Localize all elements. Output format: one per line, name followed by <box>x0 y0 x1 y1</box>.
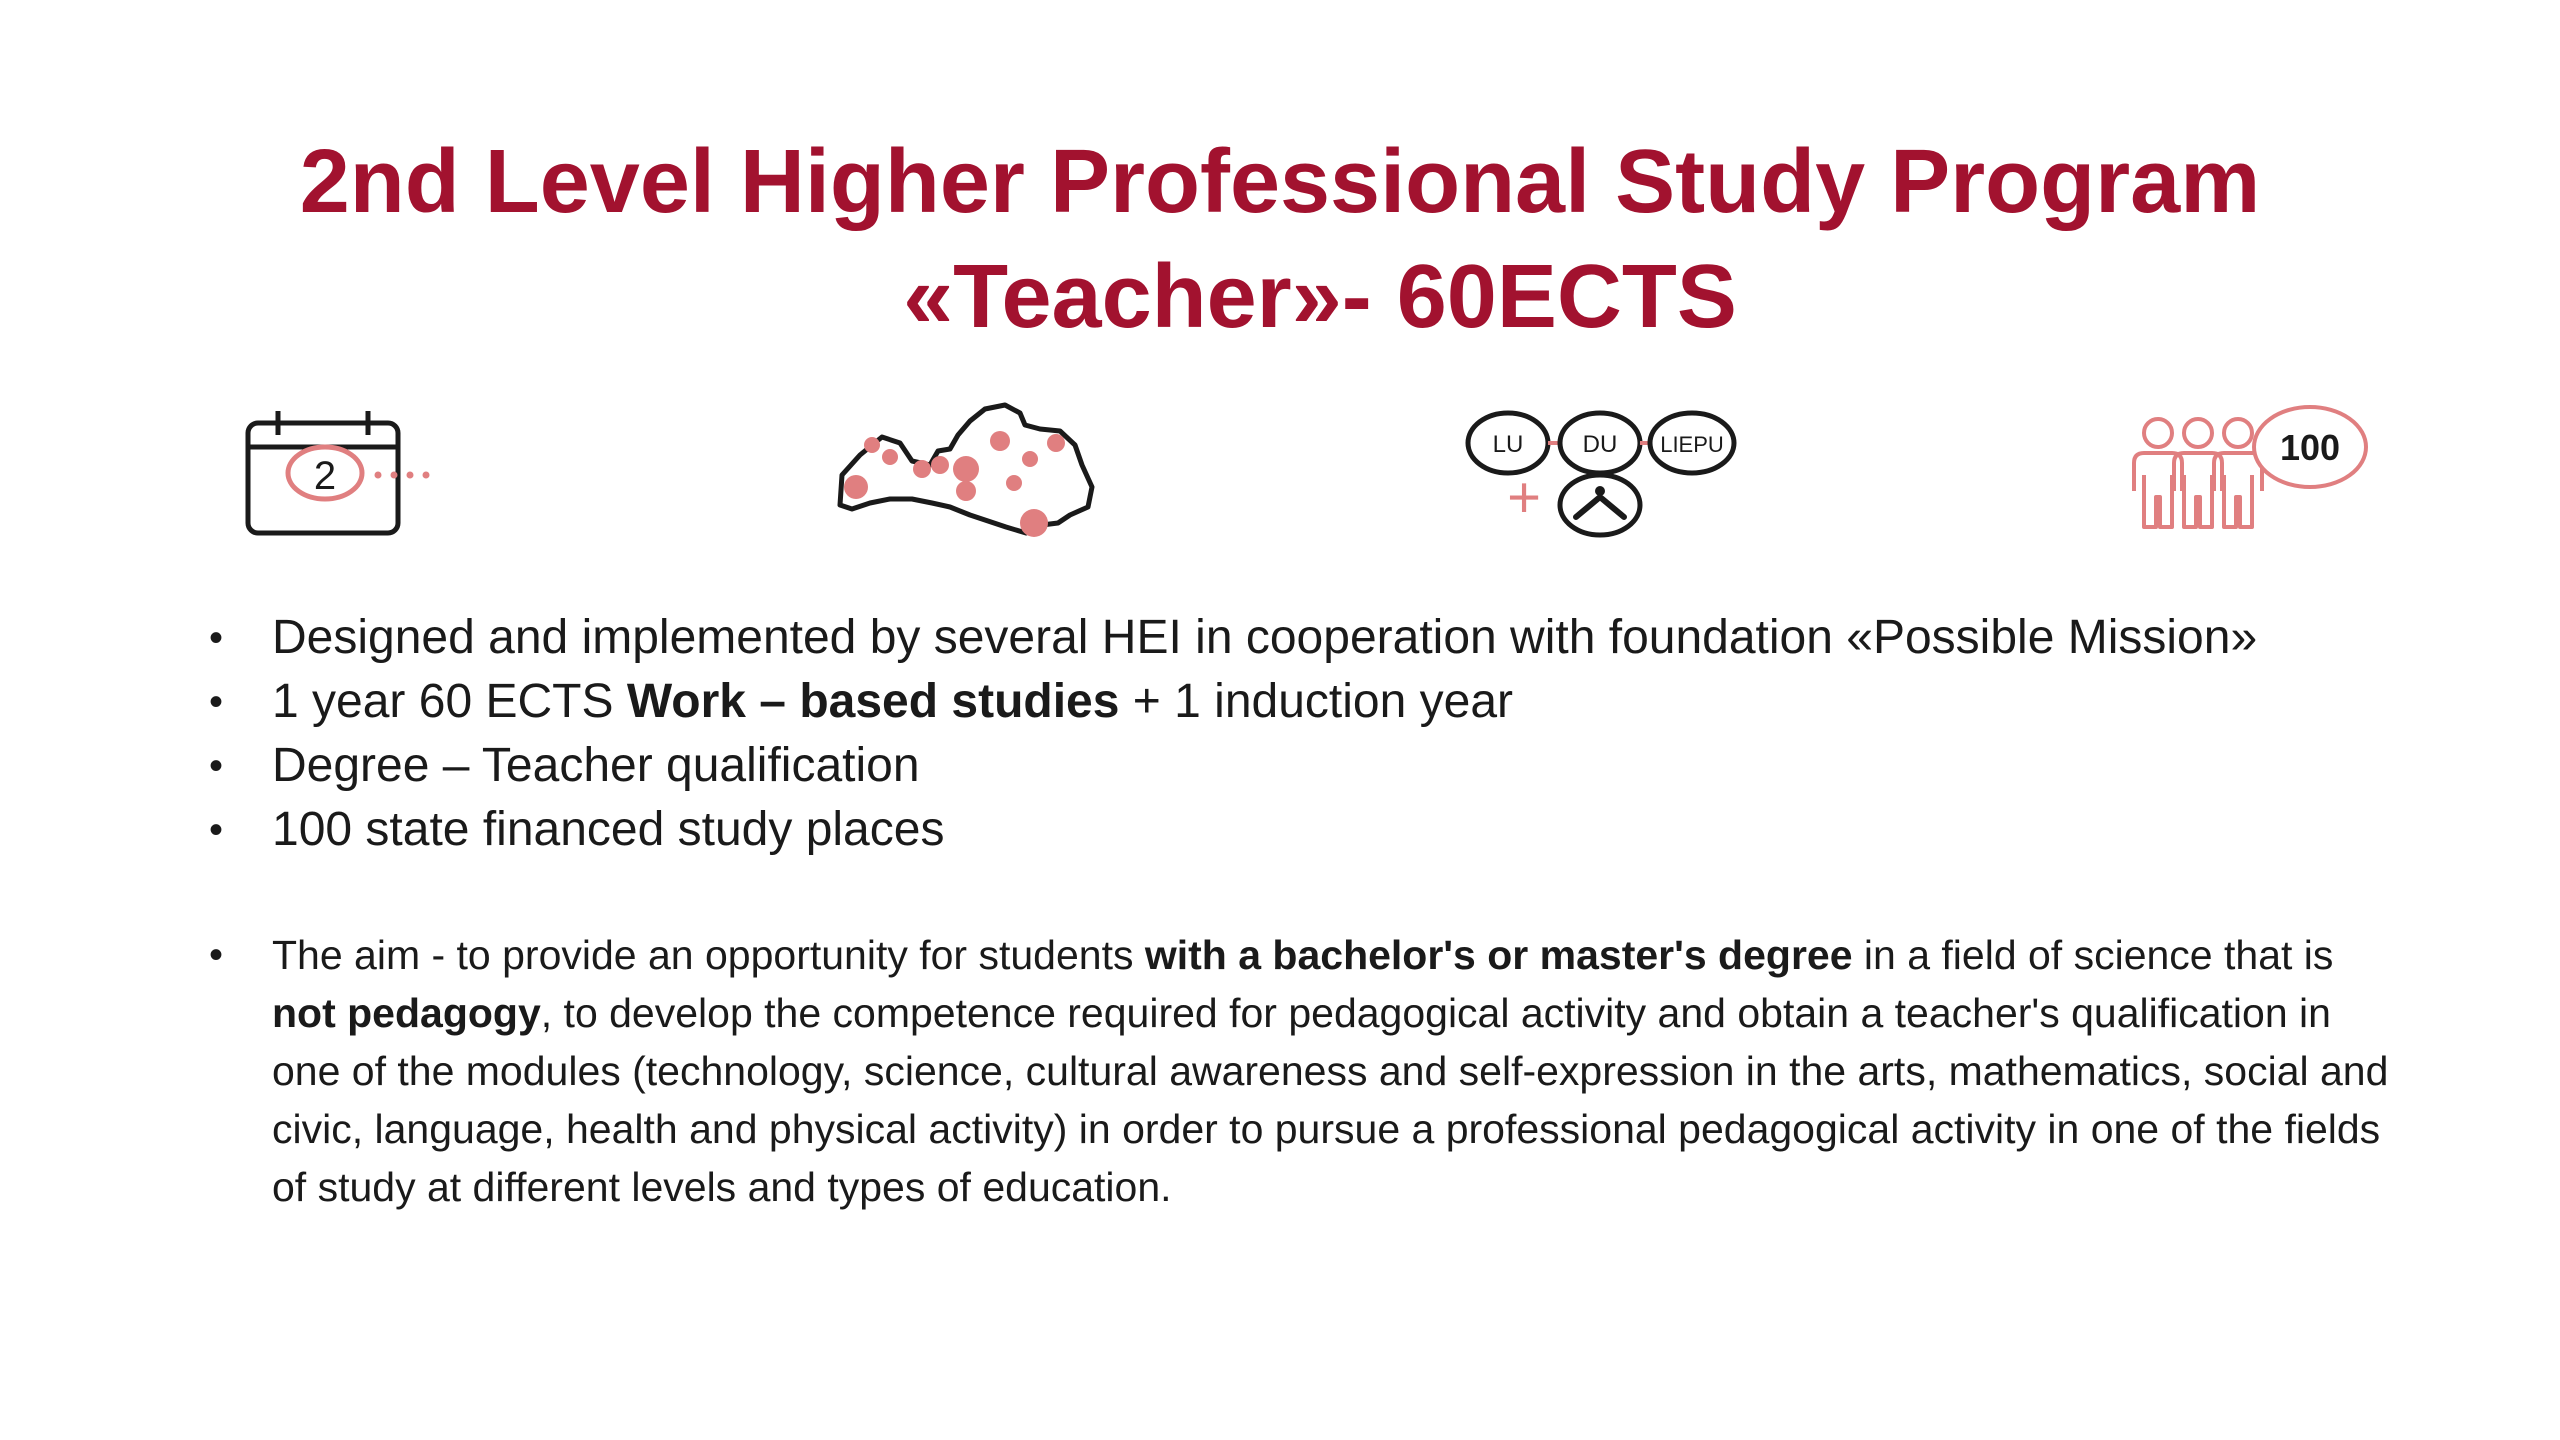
bullet-text: + 1 induction year <box>1119 675 1514 728</box>
aim-text: , to develop the competence required for pedagogical activity and obtain a teacher's qualification in one of the modules (technology, science, cultural awareness and self-expression in the arts, mathematics, social and civic, language, health and physical activity) in order to pursue a professional pedagogical activity in one of the fields of study at different levels and types of education. <box>272 990 2389 1210</box>
title-line-2: «Teacher»- 60ECTS <box>903 247 1737 347</box>
aim-paragraph <box>205 926 2405 1216</box>
bullet-marker: • <box>209 808 224 852</box>
bullet-marker: • <box>209 680 224 724</box>
people-100-icon <box>2120 405 2380 545</box>
bullet-marker: • <box>209 933 224 977</box>
aim-text: The aim - to provide an opportunity for students <box>272 932 1145 978</box>
list-item <box>205 734 2405 798</box>
bullet-marker: • <box>209 744 224 788</box>
uni-label-lu: LU <box>1492 431 1524 458</box>
calendar-number: 2 <box>313 454 337 498</box>
bullet-bold-text: Work – based studies <box>626 675 1120 728</box>
list-item <box>205 670 2405 734</box>
slide-title <box>0 125 2560 355</box>
calendar-icon <box>240 405 460 545</box>
bullet-text: 100 state financed study places <box>272 803 945 856</box>
list-item <box>205 926 2405 1216</box>
bullet-text: 1 year 60 ECTS <box>272 675 627 728</box>
plus-sign: + <box>1507 465 1541 530</box>
list-item <box>205 798 2405 862</box>
bullet-text: Designed and implemented by several HEI in cooperation with foundation «Possible Mission» <box>272 611 2258 664</box>
universities-icon <box>1460 405 1760 545</box>
latvia-map-icon <box>820 395 1120 545</box>
uni-label-liepu: LIEPU <box>1660 432 1724 457</box>
bullet-text: Degree – Teacher qualification <box>272 739 920 792</box>
bullet-marker: • <box>209 616 224 660</box>
uni-label-du: DU <box>1582 431 1618 458</box>
title-line-1: 2nd Level Higher Professional Study Program <box>299 132 2261 232</box>
list-item <box>205 606 2405 670</box>
key-facts-list <box>205 606 2405 862</box>
aim-bold-text: with a bachelor's or master's degree <box>1144 932 1853 978</box>
people-count: 100 <box>2279 427 2341 468</box>
aim-bold-text: not pedagogy <box>272 990 541 1036</box>
aim-text: in a field of science that is <box>1852 932 2334 978</box>
